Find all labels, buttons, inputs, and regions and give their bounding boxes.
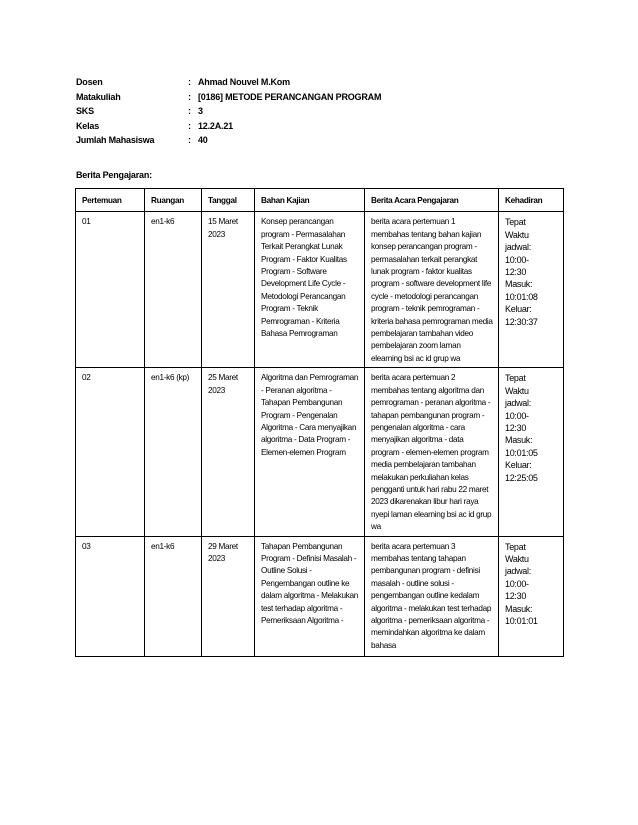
info-colon: : [188,106,191,117]
kehadiran-line: 10:00- [505,254,529,265]
kehadiran-line: Waktu [505,229,529,240]
info-value: 3 [198,106,203,117]
kehadiran-line: 10:01:08 [505,291,538,302]
kehadiran-line: 12:30 [505,591,527,602]
kehadiran-line: jadwal: [505,566,531,577]
info-label: Jumlah Mahasiswa [76,135,155,146]
cell-kehadiran [499,368,564,536]
kehadiran-line: Keluar: [505,460,532,471]
cell-berita-acara [365,536,499,656]
info-colon: : [188,77,191,88]
info-colon: : [188,91,191,102]
cell-pertemuan: 03 [76,536,145,656]
info-row-kelas [76,119,381,134]
cell-pertemuan: 02 [76,368,145,536]
info-row-dosen [76,75,381,90]
cell-ruangan: en1-k6 [145,212,202,368]
info-label: Kelas [76,120,100,131]
cell-berita-acara: berita acara pertemuan 1 membahas tentang bahan kajian konsep perancangan program - permasalahan terkait perangkat lunak program - faktor kualitas program - software development life cycle - metodologi perancangan program - teknik pemrograman - kriteria bahasa pemrograman media pembelajaran tambahan video pembelajaran zoom laman elearning bsi ac id grup wa [365,212,499,368]
header-berita-acara: Berita Acara Pengajaran [365,189,499,212]
info-label: Dosen [76,77,103,88]
info-row-sks [76,104,381,119]
kehadiran-line: Tepat [505,541,526,552]
section-title: Berita Pengajaran: [76,170,152,180]
cell-ruangan: en1-k6 [145,536,202,656]
info-value: [0186] METODE PERANCANGAN PROGRAM [198,91,382,102]
info-row-matakuliah [76,90,381,105]
cell-tanggal: 25 Maret 2023 [202,368,255,536]
table-header-row [76,189,564,212]
kehadiran-line: Waktu [505,553,529,564]
kehadiran-line: 10:00- [505,410,529,421]
header-pertemuan: Pertemuan [76,189,145,212]
cell-tanggal: 15 Maret 2023 [202,212,255,368]
table-row [76,536,564,656]
kehadiran-line: Waktu [505,385,529,396]
kehadiran-line: Masuk: [505,279,533,290]
kehadiran-line: 12:30 [505,422,527,433]
cell-pertemuan: 01 [76,212,145,368]
info-row-jumlah-mahasiswa [76,133,381,148]
cell-kehadiran [499,212,564,368]
cell-bahan-kajian: Konsep perancangan program - Permasalahan Terkait Perangkat Lunak Program - Faktor Kualitas Program - Software Development Life Cycle - Metodologi Perancangan Program - Teknik Pemrograman - Kriteria Bahasa Pemrograman [255,212,365,368]
cell-tanggal: 29 Maret 2023 [202,536,255,656]
kehadiran-line: 12:30 [505,267,527,278]
info-value: Ahmad Nouvel M.Kom [198,77,290,88]
cell-ruangan: en1-k6 (kp) [145,368,202,536]
kehadiran-line: 10:00- [505,578,529,589]
info-colon: : [188,120,191,131]
kehadiran-line: Tepat [505,373,526,384]
info-label: Matakuliah [76,91,121,102]
info-colon: : [188,135,191,146]
kehadiran-line: Tepat [505,217,526,228]
kehadiran-line: 12:25:05 [505,472,538,483]
kehadiran-line: 10:01:05 [505,447,538,458]
info-value: 12.2A.21 [198,120,233,131]
cell-berita-acara: berita acara pertemuan 2 membahas tentang algoritma dan pemrograman - peranan algoritma - tahapan pembangunan program - pengenalan algoritma - cara menyajikan algoritma - data program - elemen-elemen program media pembelajaran tambahan melakukan perkuliahan kelas pengganti untuk hari rabu 22 maret 2023 dikarenakan libur hari raya nyepi laman elearning bsi ac id grup wa [365,368,499,536]
kehadiran-line: jadwal: [505,242,531,253]
table-row [76,212,564,368]
kehadiran-line: 10:01:01 [505,616,538,626]
kehadiran-line: Masuk: [505,435,533,446]
header-bahan-kajian: Bahan Kajian [255,189,365,212]
table-row [76,368,564,536]
kehadiran-line: jadwal: [505,398,531,409]
kehadiran-line: Masuk: [505,603,533,614]
cell-bahan-kajian [255,536,365,656]
kehadiran-line: Keluar: [505,304,532,315]
cell-text: berita acara pertemuan 3 membahas tentang tahapan pembangunan program - definisi masalah - outline solusi - pengembangan outline kedalam algoritma - melakukan test terhadap algoritma - pemeriksaan algoritma - memindahkan algoritma ke dalam bahasa [371,541,492,650]
cell-kehadiran [499,536,564,656]
kehadiran-line: 12:30:37 [505,316,538,327]
course-info [76,75,381,148]
header-kehadiran: Kehadiran [499,189,564,212]
header-tanggal: Tanggal [202,189,255,212]
info-value: 40 [198,135,208,146]
cell-text: Tahapan Pembangunan Program - Definisi Masalah - Outline Solusi - Pengembangan outline ke dalam algoritma - Melakukan test terhadap algoritma - Pemeriksaan Algoritma - [261,541,359,625]
header-ruangan: Ruangan [145,189,202,212]
teaching-table [75,188,564,657]
cell-bahan-kajian: Algoritma dan Pemrograman - Peranan algoritma - Tahapan Pembangunan Program - Pengenalan Algoritma - Cara menyajikan algoritma - Data Program - Elemen-elemen Program [255,368,365,536]
info-label: SKS [76,106,94,117]
